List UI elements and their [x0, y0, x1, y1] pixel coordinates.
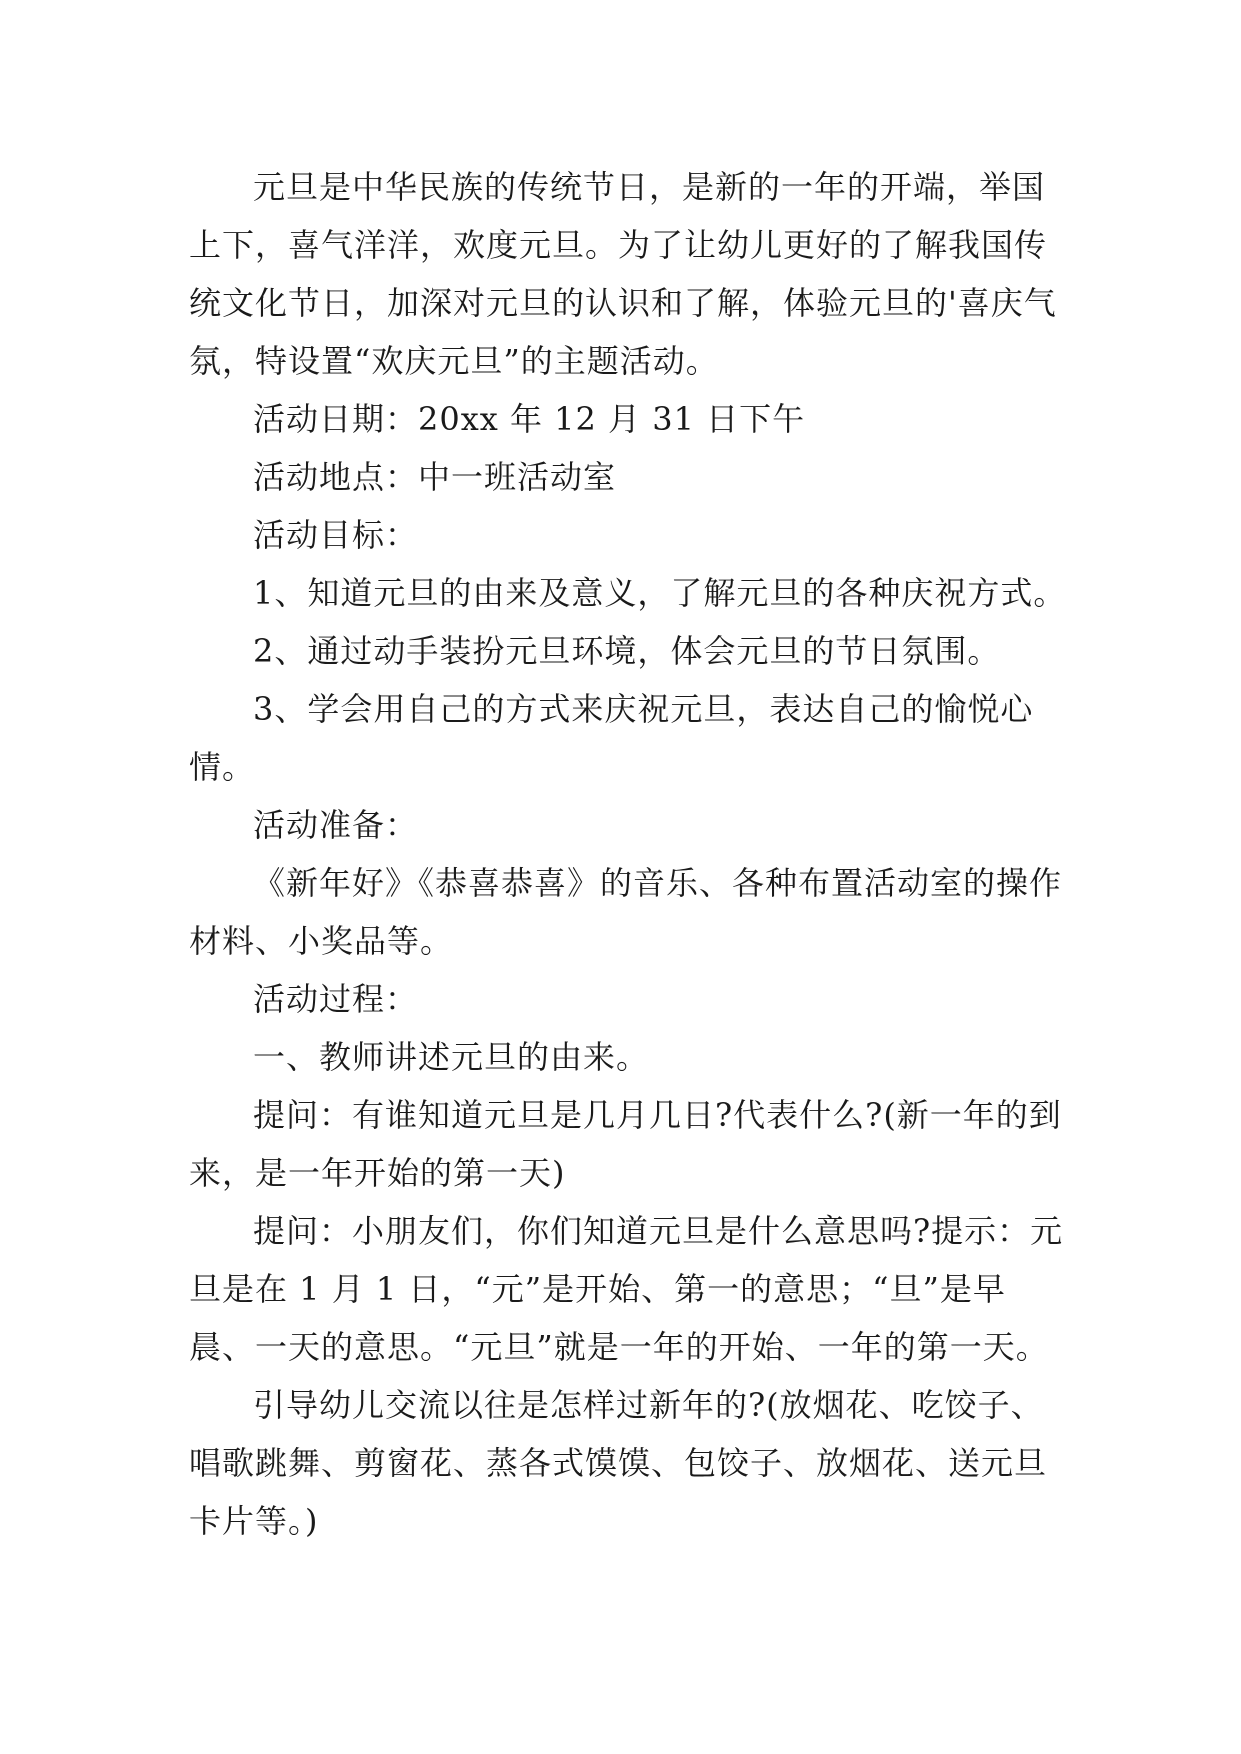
- intro-paragraph: 元旦是中华民族的传统节日，是新的一年的开端，举国上下，喜气洋洋，欢度元旦。为了让幼儿更好的了解我国传统文化节日，加深对元旦的认识和了解，体验元旦的'喜庆气氛，特设置“欢庆元旦”的主题活动。: [189, 168, 1057, 380]
- goal-item-3: 3、学会用自己的方式来庆祝元旦，表达自己的愉悦心情。: [189, 690, 1034, 786]
- goal-item-1: 1、知道元旦的由来及意义，了解元旦的各种庆祝方式。: [253, 574, 1067, 612]
- document-body: [189, 158, 1069, 1550]
- question-paragraph-1: 提问：有谁知道元旦是几月几日?代表什么?(新一年的到来，是一年开始的第一天): [189, 1096, 1062, 1192]
- activity-location: 活动地点：中一班活动室: [253, 458, 617, 496]
- question-paragraph-2: 提问：小朋友们，你们知道元旦是什么意思吗?提示：元旦是在 1 月 1 日，“元”是开始、第一的意思；“旦”是早晨、一天的意思。“元旦”就是一年的开始、一年的第一天。: [189, 1212, 1064, 1366]
- activity-goals-heading: 活动目标：: [253, 516, 419, 554]
- guidance-paragraph: 引导幼儿交流以往是怎样过新年的?(放烟花、吃饺子、唱歌跳舞、剪窗花、蒸各式馍馍、包饺子、放烟花、送元旦卡片等。): [189, 1386, 1048, 1540]
- goal-item-2: 2、通过动手装扮元旦环境，体会元旦的节日氛围。: [253, 632, 1001, 670]
- activity-date: 活动日期：20xx 年 12 月 31 日下午: [253, 400, 806, 438]
- activity-process-heading: 活动过程：: [253, 980, 419, 1018]
- activity-prep-heading: 活动准备：: [253, 806, 419, 844]
- process-step-1: 一、教师讲述元旦的由来。: [253, 1038, 650, 1076]
- activity-prep-text: 《新年好》《恭喜恭喜》的音乐、各种布置活动室的操作材料、小奖品等。: [189, 864, 1063, 960]
